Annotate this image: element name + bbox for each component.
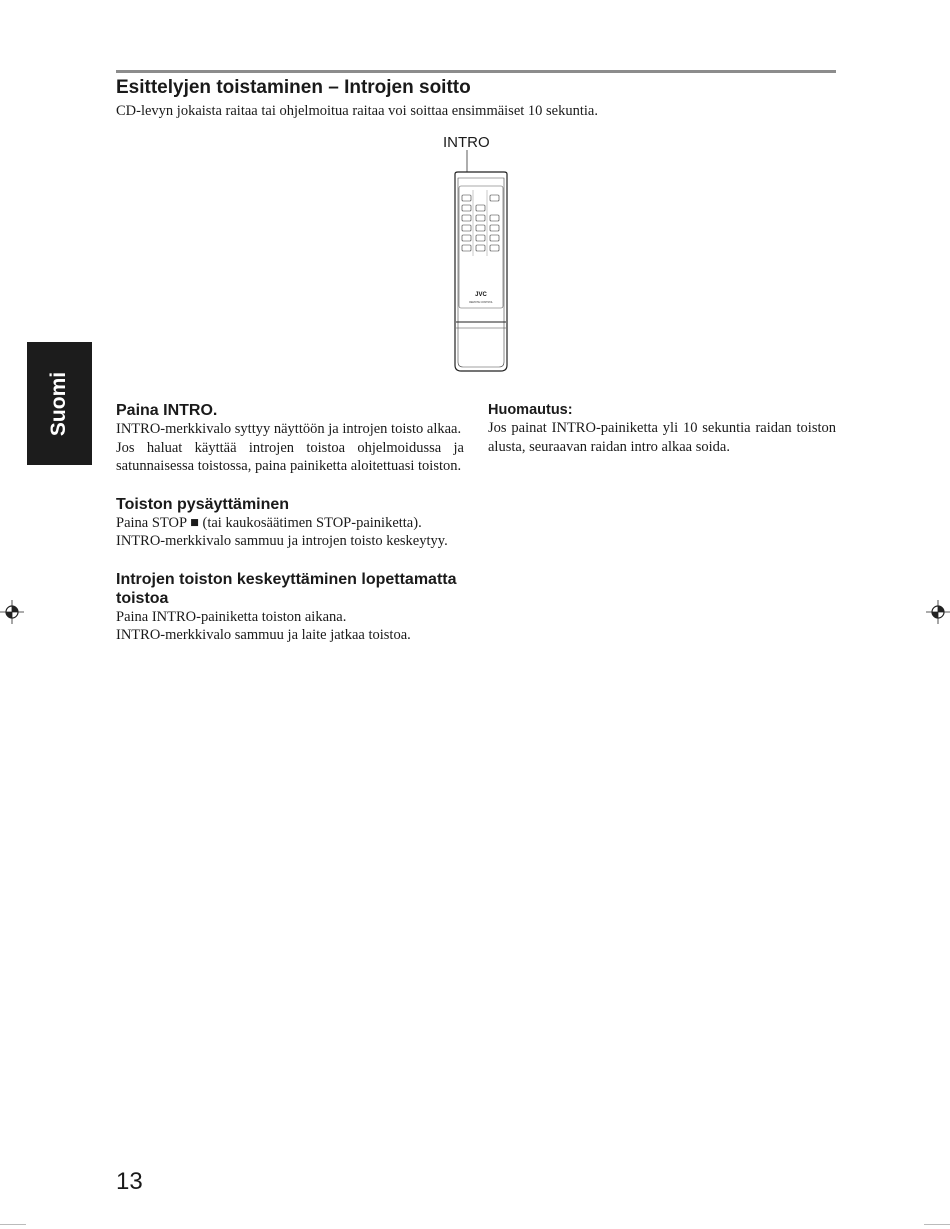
section-press-intro xyxy=(116,401,464,476)
remote-caption: REMOTE CONTROL xyxy=(469,301,493,304)
section-paragraph: Jos haluat käyttää introjen toistoa ohjelmoidussa ja satunnaisessa toistossa, paina painiketta aloitettuasi toiston. xyxy=(116,439,464,474)
page-number: 13 xyxy=(116,1168,143,1195)
section-cancel-intro xyxy=(116,570,464,645)
top-rule xyxy=(116,70,836,73)
section-paragraph: INTRO-merkkivalo sammuu ja introjen toisto keskeytyy. xyxy=(116,533,448,549)
section-heading: Toiston pysäyttäminen xyxy=(116,495,290,513)
note-text: Jos painat INTRO-painiketta yli 10 sekuntia raidan toiston alusta, seuraavan raidan intro alkaa soida. xyxy=(488,420,836,455)
section-heading: Paina INTRO. xyxy=(116,402,218,419)
left-column xyxy=(116,401,464,664)
section-paragraph: Paina STOP ■ (tai kaukosäätimen STOP-painiketta). xyxy=(116,514,422,531)
intro-callout-label: INTRO xyxy=(443,134,490,151)
section-stop-playback xyxy=(116,495,464,551)
intro-text: CD-levyn jokaista raitaa tai ohjelmoitua raitaa voi soittaa ensimmäiset 10 sekuntia. xyxy=(116,103,598,119)
section-paragraph: INTRO-merkkivalo sammuu ja laite jatkaa toistoa. xyxy=(116,627,411,643)
note-heading: Huomautus: xyxy=(488,402,573,418)
registration-mark-left xyxy=(0,600,24,624)
language-tab xyxy=(27,342,92,465)
page-title: Esittelyjen toistaminen – Introjen soitto xyxy=(116,77,471,98)
remote-brand-logo: JVC xyxy=(475,292,487,298)
section-heading: Introjen toiston keskeyttäminen lopettamatta toistoa xyxy=(116,570,457,607)
crop-mark-right xyxy=(924,1224,950,1225)
language-tab-label: Suomi xyxy=(47,371,71,436)
crop-mark-left xyxy=(0,1224,26,1225)
right-column xyxy=(488,401,836,456)
remote-control-illustration xyxy=(440,150,512,375)
registration-mark-right xyxy=(926,600,950,624)
section-paragraph: Paina INTRO-painiketta toiston aikana. xyxy=(116,608,347,625)
section-paragraph: INTRO-merkkivalo syttyy näyttöön ja introjen toisto alkaa. xyxy=(116,421,462,437)
